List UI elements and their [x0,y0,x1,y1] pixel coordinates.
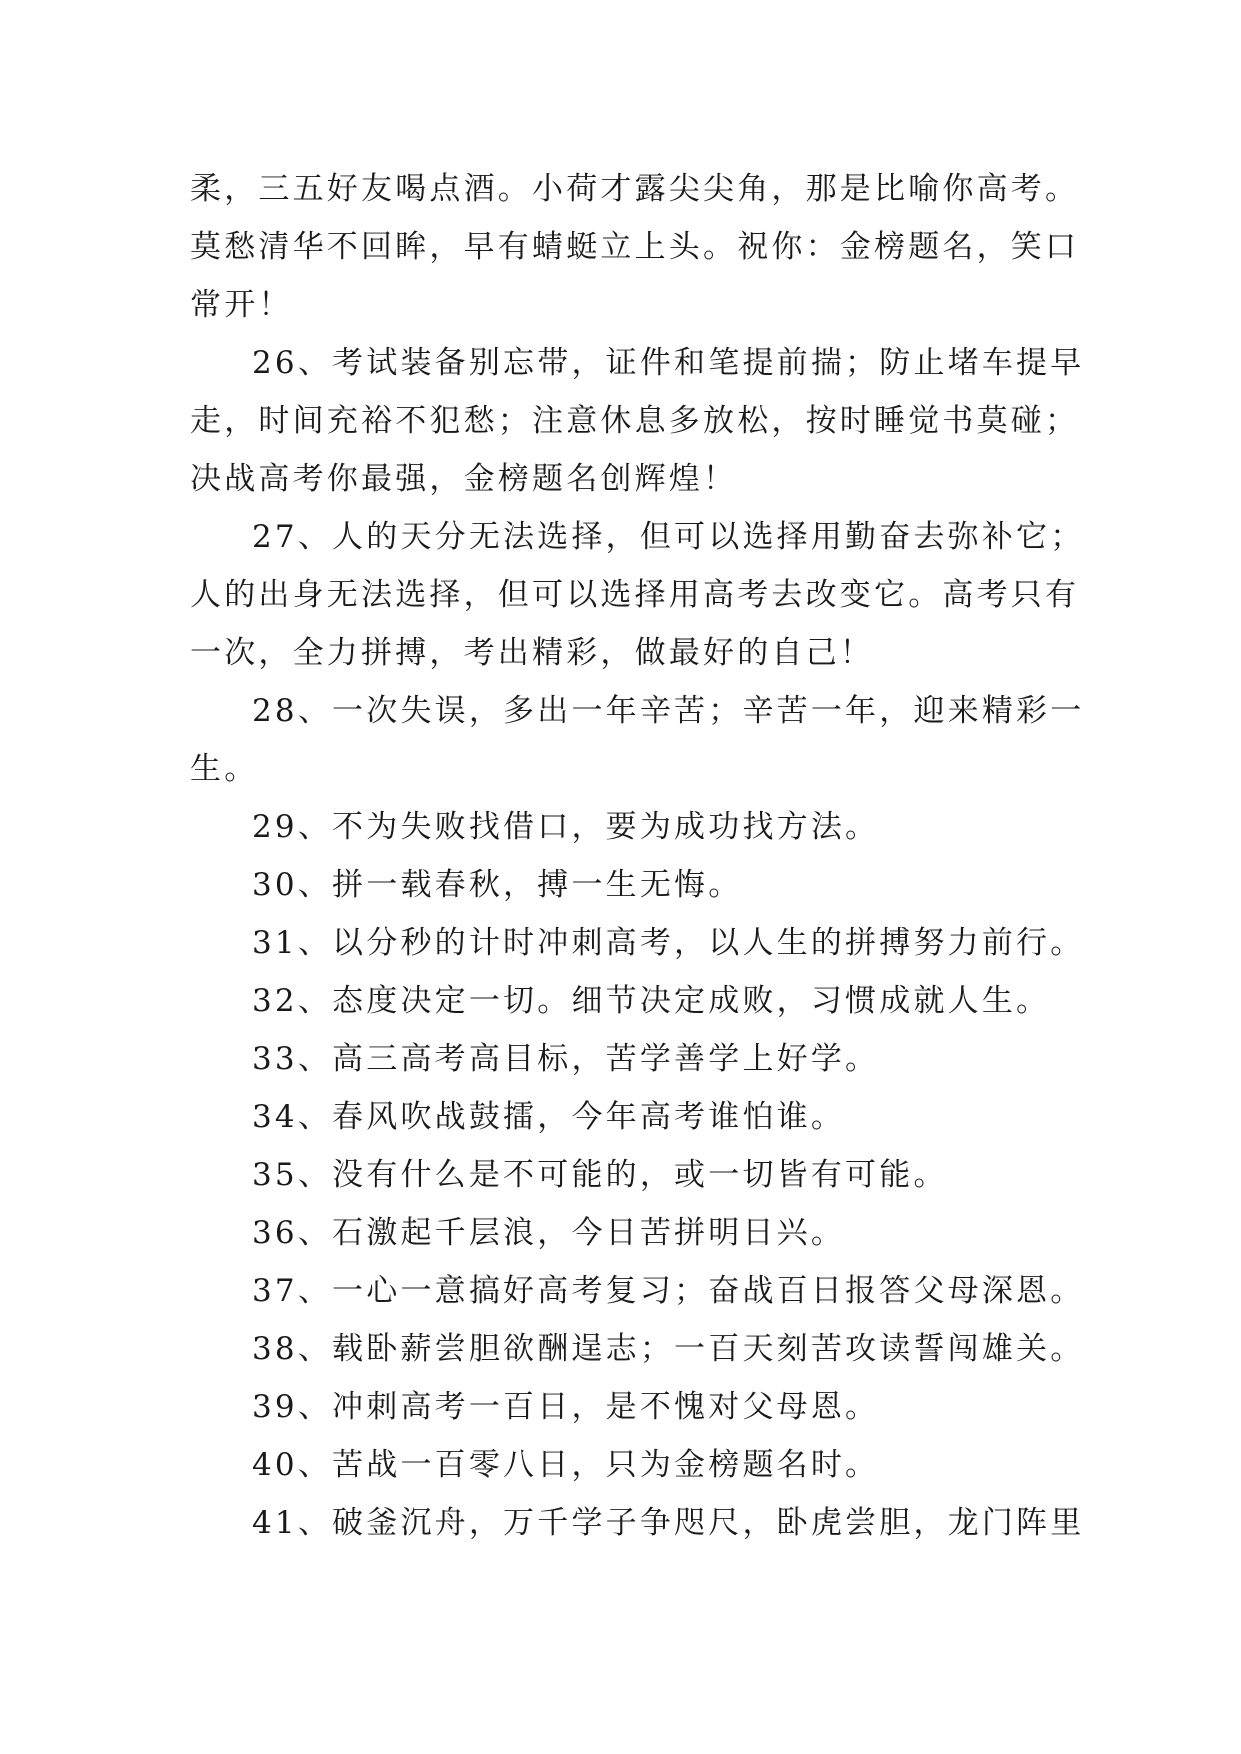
text-line: 生。 [190,751,259,787]
text-line: 40、苦战一百零八日，只为金榜题名时。 [252,1447,880,1483]
text-line: 莫愁清华不回眸，早有蜻蜓立上头。祝你：金榜题名，笑口 [190,229,1080,265]
text-line: 33、高三高考高目标，苦学善学上好学。 [252,1041,880,1077]
text-line: 35、没有什么是不可能的，或一切皆有可能。 [252,1157,948,1193]
text-line: 37、一心一意搞好高考复习；奋战百日报答父母深恩。 [252,1273,1085,1309]
text-line: 39、冲刺高考一百日，是不愧对父母恩。 [252,1389,880,1425]
text-line: 41、破釜沉舟，万千学子争咫尺，卧虎尝胆，龙门阵里 [252,1505,1085,1541]
text-line: 柔，三五好友喝点酒。小荷才露尖尖角，那是比喻你高考。 [190,171,1080,207]
text-line: 一次，全力拼搏，考出精彩，做最好的自己！ [190,635,874,671]
text-line: 32、态度决定一切。细节决定成败，习惯成就人生。 [252,983,1051,1019]
text-line: 27、人的天分无法选择，但可以选择用勤奋去弥补它； [252,519,1085,555]
text-line: 28、一次失误，多出一年辛苦；辛苦一年，迎来精彩一 [252,693,1085,729]
text-line: 34、春风吹战鼓擂，今年高考谁怕谁。 [252,1099,846,1135]
text-line: 人的出身无法选择，但可以选择用高考去改变它。高考只有 [190,577,1080,613]
text-line: 常开！ [190,287,293,323]
text-line: 走，时间充裕不犯愁；注意休息多放松，按时睡觉书莫碰； [190,403,1080,439]
text-line: 30、拼一载春秋，搏一生无悔。 [252,867,743,903]
text-line: 38、载卧薪尝胆欲酬逞志；一百天刻苦攻读誓闯雄关。 [252,1331,1085,1367]
text-line: 决战高考你最强，金榜题名创辉煌！ [190,461,738,497]
text-line: 26、考试装备别忘带，证件和笔提前揣；防止堵车提早 [252,345,1085,381]
text-line: 36、石激起千层浪，今日苦拼明日兴。 [252,1215,846,1251]
text-line: 29、不为失败找借口，要为成功找方法。 [252,809,880,845]
document-body [190,160,1085,1552]
text-line: 31、以分秒的计时冲刺高考，以人生的拼搏努力前行。 [252,925,1085,961]
